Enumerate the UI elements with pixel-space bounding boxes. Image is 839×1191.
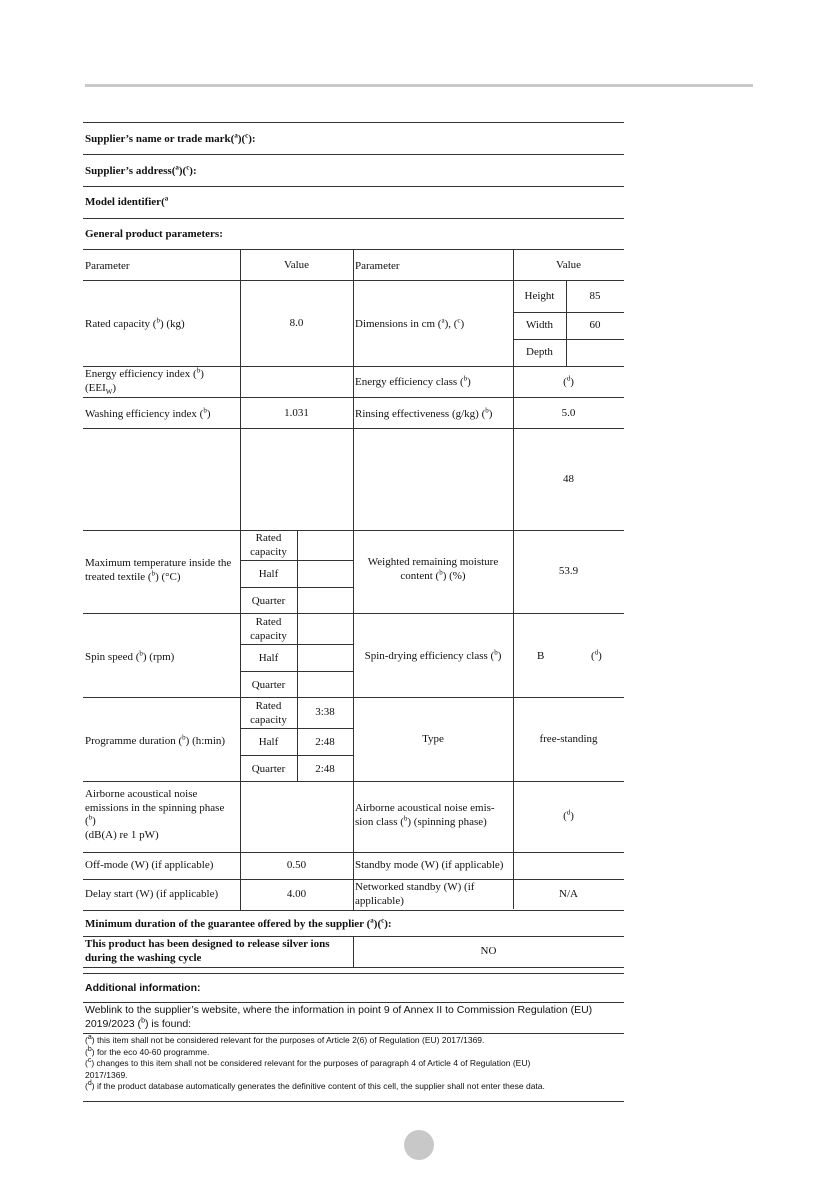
- supplier-name-label: Supplier’s name or trade mark($^a$)($^c$):: [85, 131, 256, 145]
- spin-quarter-label: Quarter: [251, 679, 286, 691]
- duration-half-label: Half: [258, 736, 279, 748]
- header-rule: [85, 84, 753, 87]
- rule: [83, 122, 624, 123]
- spin-class-note: ($^d$): [591, 648, 602, 662]
- noise-emissions-label: Airborne acoustical noise emissions in the spinning phase ($^b$) (dB(A) re 1 pW): [85, 788, 225, 841]
- spin-rated-label: Rated capacity: [250, 616, 287, 642]
- rule: [513, 339, 624, 340]
- off-mode-value: 0.50: [286, 859, 307, 871]
- page-number-badge: [404, 1130, 434, 1160]
- networked-standby-value: N/A: [559, 888, 578, 900]
- rated-capacity-value: 8.0: [289, 317, 304, 329]
- moisture-value: 53.9: [558, 565, 579, 577]
- energy-class-label: Energy efficiency class ($^b$): [355, 374, 471, 388]
- max-temp-half-label: Half: [258, 568, 279, 580]
- duration-half-value: 2:48: [315, 736, 335, 748]
- additional-info-heading: Additional information:: [85, 982, 201, 994]
- width-label: Width: [525, 319, 554, 331]
- rule: [83, 1002, 624, 1003]
- type-value: free-standing: [539, 733, 598, 745]
- max-temp-rated-label: Rated capacity: [250, 532, 287, 558]
- column-header-value: Value: [555, 259, 582, 271]
- height-label: Height: [524, 290, 555, 302]
- rule: [353, 852, 354, 910]
- spin-class-label: Spin-drying efficiency class ($^b$): [364, 648, 502, 662]
- rule: [83, 218, 624, 219]
- spin-speed-label: Spin speed ($^b$) (rpm): [85, 649, 175, 663]
- duration-quarter-value: 2:48: [315, 763, 335, 775]
- eei-label: Energy efficiency index ($^b$) $(EEI_W)$: [85, 366, 204, 396]
- duration-label: Programme duration ($^b$) (h:min): [85, 733, 226, 747]
- max-temp-quarter-label: Quarter: [251, 595, 286, 607]
- column-header-parameter: Parameter: [85, 260, 130, 272]
- rinsing-label: Rinsing effectiveness (g/kg) ($^b$): [355, 406, 493, 420]
- washing-index-value: 1.031: [284, 407, 309, 419]
- weblink-text: Weblink to the supplier’s website, where the information in point 9 of Annex II to Commission Regulation (EU) 2019/2023 ($^b$) is found:: [85, 1004, 593, 1030]
- off-mode-label: Off-mode (W) (if applicable): [85, 859, 214, 871]
- duration-quarter-label: Quarter: [251, 763, 286, 775]
- column-header-value: Value: [283, 259, 310, 271]
- rule: [513, 312, 624, 313]
- energy-class-value: ($^d$): [563, 374, 574, 388]
- spin-class-value: B: [537, 650, 545, 662]
- delay-start-label: Delay start (W) (if applicable): [85, 888, 219, 900]
- delay-start-value: 4.00: [286, 888, 307, 900]
- rule: [83, 1101, 624, 1102]
- silver-ions-label: This product has been designed to release silver ions during the washing cycle: [85, 938, 330, 964]
- dimensions-label: Dimensions in cm ($^a$), ($^c$): [355, 316, 465, 330]
- rated-capacity-label: Rated capacity ($^b$) (kg): [85, 316, 185, 330]
- rule: [83, 154, 624, 155]
- guarantee-label: Minimum duration of the guarantee offered by the supplier ($^a$)($^c$):: [85, 916, 392, 930]
- noise-class-value: ($^d$): [563, 808, 574, 822]
- networked-standby-label: Networked standby (W) (if applicable): [355, 881, 475, 907]
- model-identifier-label: Model identifier($^a$: [85, 194, 169, 208]
- rule: [83, 186, 624, 187]
- depth-label: Depth: [526, 346, 553, 358]
- noise-class-label: Airborne acoustical noise emis- sion class ($^b$) (spinning phase): [355, 802, 495, 828]
- rule: [83, 973, 624, 974]
- washing-index-label: Washing efficiency index ($^b$): [85, 406, 211, 420]
- rule: [83, 910, 624, 911]
- blank-row-value: 48: [563, 473, 574, 485]
- moisture-label: Weighted remaining moisture content ($^b$) (%): [367, 556, 499, 582]
- rule: [353, 249, 354, 852]
- max-temperature-label: Maximum temperature inside the treated textile ($^b$) (°C): [85, 557, 232, 583]
- silver-ions-value: NO: [480, 945, 497, 957]
- spin-half-label: Half: [258, 652, 279, 664]
- standby-label: Standby mode (W) (if applicable): [355, 859, 504, 871]
- column-header-parameter: Parameter: [355, 260, 400, 272]
- duration-rated-label: Rated capacity: [250, 700, 287, 726]
- type-label: Type: [422, 733, 444, 745]
- general-parameters-heading: General product parameters:: [85, 228, 223, 240]
- height-value: 85: [589, 290, 601, 302]
- rinsing-value: 5.0: [561, 407, 576, 419]
- rule: [83, 1033, 624, 1034]
- footnotes: ($^a$) this item shall not be considered relevant for the purposes of Article 2(6) of Regulation (EU) 2017/1369. ($^b$) for the eco 40-60 programme. ($^c$) changes to this item shall not be considered relevant for the purposes of paragraph 4 of Article 4 of Regulation (EU) 2017/1369. ($^d$) if the product database automatically generates the definitive content of this cell, the supplier shall not enter these data.: [85, 1034, 545, 1091]
- duration-rated-value: 3:38: [315, 706, 335, 718]
- width-value: 60: [589, 319, 601, 331]
- supplier-address-label: Supplier’s address($^a$)($^c$):: [85, 163, 197, 177]
